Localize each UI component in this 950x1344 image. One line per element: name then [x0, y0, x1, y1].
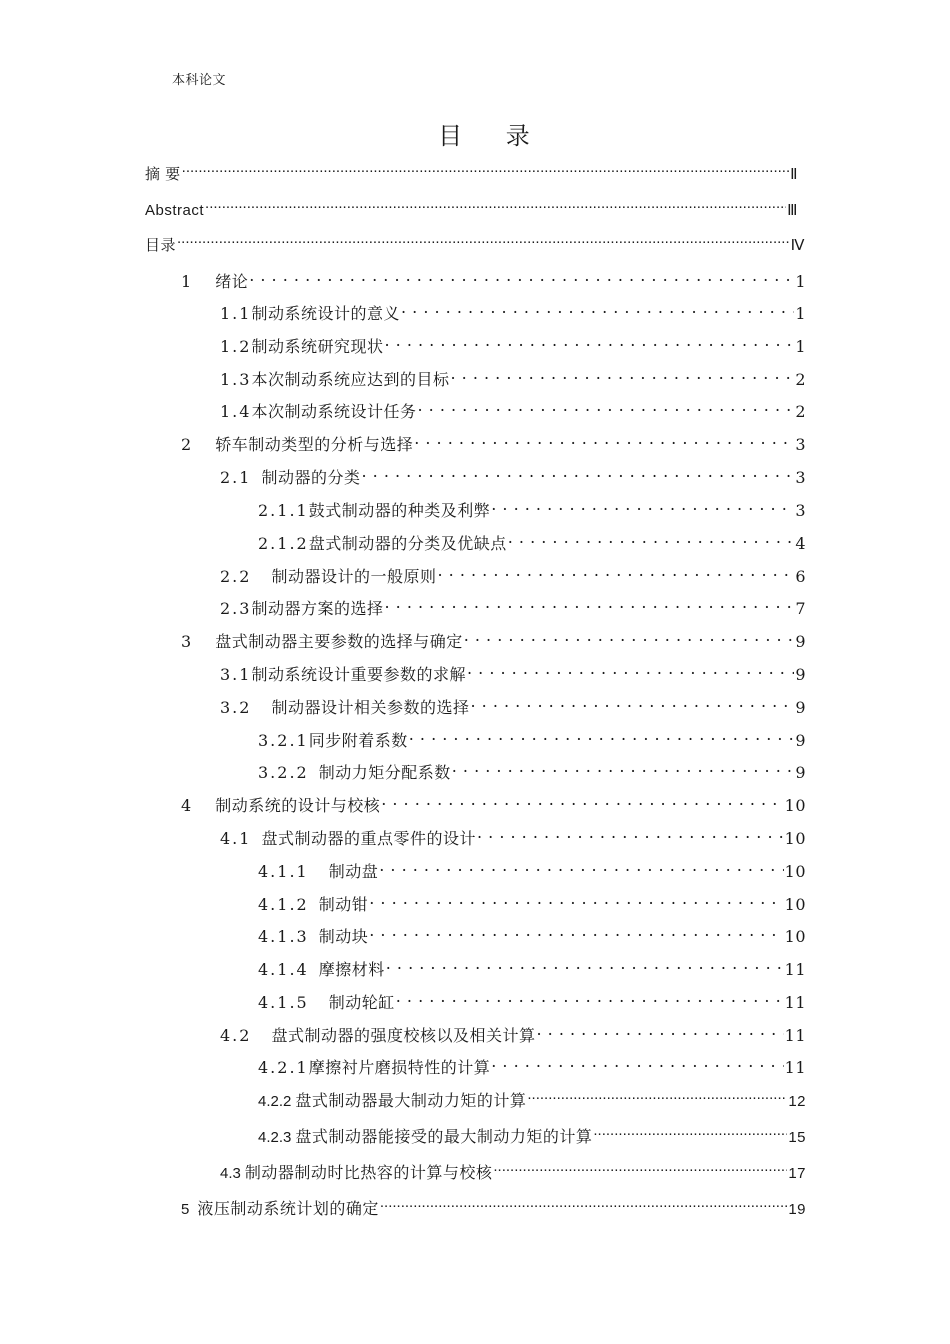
dot-leader: [491, 494, 794, 516]
toc-entry-1-4[interactable]: [220, 395, 806, 421]
toc-entry-title: 制动钳: [318, 895, 369, 914]
dot-leader: [470, 691, 794, 713]
toc-entry-number: 4.1.3: [258, 927, 309, 946]
toc-entry-3-2[interactable]: [220, 691, 806, 717]
toc-entry-page: 11: [784, 993, 806, 1012]
toc-entry-number: 4: [181, 796, 194, 815]
toc-entry-page: Ⅲ: [787, 202, 798, 219]
dot-leader: [205, 193, 786, 215]
toc-entry-title: 盘式制动器的重点零件的设计: [261, 829, 476, 848]
toc-entry-title: 鼓式制动器的种类及利弊: [308, 501, 491, 520]
toc-entry-title: 盘式制动器能接受的最大制动力矩的计算: [295, 1127, 593, 1146]
dot-leader: [536, 1019, 783, 1041]
toc-entry-page: 6: [795, 567, 806, 586]
toc-entry-title: 制动系统的设计与校核: [215, 796, 381, 815]
toc-entry-number: 3.2.1: [258, 731, 309, 750]
toc-entry-4-3[interactable]: [220, 1156, 806, 1182]
toc-entry-number: 1.1: [220, 304, 252, 323]
toc-entry-number: 4.2: [220, 1026, 252, 1045]
toc-entry-page: Ⅱ: [790, 166, 798, 183]
toc-entry-title: 制动系统研究现状: [251, 337, 384, 356]
toc-entry-4-2-2[interactable]: [258, 1084, 806, 1110]
toc-entry-page: 7: [795, 599, 806, 618]
dot-leader: [409, 724, 795, 746]
toc-entry-page: 2: [795, 370, 806, 389]
toc-entry-contents[interactable]: [145, 228, 805, 254]
toc-entry-2-1[interactable]: [220, 461, 806, 487]
toc-entry-title: 制动器的分类: [261, 468, 361, 487]
toc-entry-page: 9: [795, 632, 806, 651]
toc-entry-abstract-en[interactable]: [145, 193, 798, 219]
toc-entry-title: 同步附着系数: [308, 731, 408, 750]
dot-leader: [380, 1192, 787, 1214]
dot-leader: [396, 986, 784, 1008]
toc-entry-page: 1: [795, 272, 806, 291]
toc-entry-4-2-3[interactable]: [258, 1120, 806, 1146]
toc-entry-title: 本次制动系统设计任务: [251, 402, 417, 421]
toc-entry-page: 11: [784, 960, 806, 979]
toc-entry-3-1[interactable]: [220, 658, 806, 684]
toc-entry-page: Ⅳ: [790, 237, 805, 254]
dot-leader: [379, 855, 783, 877]
toc-entry-page: 11: [784, 1058, 806, 1077]
toc-entry-title: 制动器制动时比热容的计算与校核: [244, 1163, 493, 1182]
toc-entry-2-1-1[interactable]: [258, 494, 806, 520]
toc-entry-1-1[interactable]: [220, 297, 806, 323]
toc-entry-page: 3: [795, 468, 806, 487]
toc-entry-2-3[interactable]: [220, 592, 806, 618]
toc-entry-4-1-4[interactable]: [258, 953, 806, 979]
toc-entry-title: 制动力矩分配系数: [318, 763, 451, 782]
toc-entry-title: 绪论: [215, 272, 249, 291]
toc-entry-number: 4.1: [220, 829, 252, 848]
toc-entry-4-2-1[interactable]: [258, 1051, 806, 1077]
toc-entry-number: 1.2: [220, 337, 252, 356]
toc-entry-title: 制动系统设计的意义: [251, 304, 400, 323]
toc-entry-title: 液压制动系统计划的确定: [197, 1199, 379, 1218]
dot-leader: [384, 330, 794, 352]
toc-entry-chapter-3[interactable]: [181, 625, 806, 651]
toc-entry-title: 轿车制动类型的分析与选择: [215, 435, 414, 454]
dot-leader: [369, 920, 783, 942]
toc-title: 目 录: [438, 122, 548, 150]
dot-leader: [386, 953, 784, 975]
toc-entry-chapter-1[interactable]: [181, 265, 806, 291]
dot-leader: [361, 461, 794, 483]
toc-entry-title: 制动系统设计重要参数的求解: [251, 665, 466, 684]
toc-entry-page: 4: [795, 534, 806, 553]
dot-leader: [249, 265, 794, 287]
toc-entry-title: Abstract: [145, 202, 205, 219]
toc-entry-4-2[interactable]: [220, 1019, 806, 1045]
toc-entry-page: 1: [795, 304, 806, 323]
dot-leader: [369, 888, 783, 910]
toc-entry-2-2[interactable]: [220, 560, 806, 586]
toc-entry-title: 盘式制动器最大制动力矩的计算: [295, 1091, 527, 1110]
toc-entry-page: 9: [795, 698, 806, 717]
dot-leader: [593, 1120, 787, 1142]
toc-entry-number: 4.3: [220, 1165, 241, 1182]
toc-entry-page: 9: [795, 665, 806, 684]
toc-entry-number: 1.3: [220, 370, 252, 389]
toc-entry-title: 本次制动系统应达到的目标: [251, 370, 450, 389]
toc-entry-title: 盘式制动器的强度校核以及相关计算: [271, 1026, 536, 1045]
toc-entry-4-1-2[interactable]: [258, 888, 806, 914]
toc-entry-4-1[interactable]: [220, 822, 806, 848]
toc-entry-page: 10: [784, 862, 806, 881]
toc-entry-number: 1.4: [220, 402, 252, 421]
toc-entry-title: 制动块: [318, 927, 369, 946]
toc-entry-page: 3: [795, 435, 806, 454]
toc-entry-number: 3.2: [220, 698, 252, 717]
toc-entry-number: 2.1: [220, 468, 252, 487]
toc-entry-title: 制动轮缸: [328, 993, 395, 1012]
toc-entry-page: 10: [784, 895, 806, 914]
toc-entry-3-2-1[interactable]: [258, 724, 806, 750]
dot-leader: [401, 297, 794, 319]
toc-entry-abstract-cn[interactable]: [145, 157, 798, 183]
dot-leader: [493, 1156, 787, 1178]
toc-entry-title: 摩擦材料: [318, 960, 385, 979]
toc-entry-number: 2.2: [220, 567, 252, 586]
dot-leader: [452, 756, 795, 778]
toc-entry-chapter-5[interactable]: [181, 1192, 806, 1218]
toc-entry-number: 2.1.1: [258, 501, 309, 520]
toc-entry-title: 摘 要: [145, 166, 181, 183]
toc-entry-3-2-2[interactable]: [258, 756, 806, 782]
dot-leader: [437, 560, 794, 582]
toc-entry-number: 1: [181, 272, 194, 291]
toc-entry-number: 3.2.2: [258, 763, 309, 782]
toc-entry-number: 4.1.5: [258, 993, 309, 1012]
toc-entry-title: 制动器设计相关参数的选择: [271, 698, 470, 717]
dot-leader: [508, 527, 795, 549]
toc-entry-page: 10: [784, 927, 806, 946]
toc-entry-number: 4.1.2: [258, 895, 309, 914]
toc-entry-number: 3: [181, 632, 194, 651]
toc-entry-2-1-2[interactable]: [258, 527, 806, 553]
toc-entry-chapter-4[interactable]: [181, 789, 806, 815]
toc-entry-page: 10: [784, 796, 806, 815]
toc-entry-number: 3.1: [220, 665, 252, 684]
dot-leader: [414, 428, 794, 450]
toc-entry-number: 4.2.2: [258, 1093, 292, 1110]
dot-leader: [384, 592, 794, 614]
toc-entry-page: 2: [795, 402, 806, 421]
toc-entry-page: 15: [788, 1129, 806, 1146]
dot-leader: [467, 658, 794, 680]
toc-entry-page: 12: [788, 1093, 806, 1110]
toc-entry-number: 4.2.1: [258, 1058, 309, 1077]
toc-entry-number: 2.1.2: [258, 534, 309, 553]
toc-entry-page: 11: [784, 1026, 806, 1045]
toc-entry-title: 摩擦衬片磨损特性的计算: [308, 1058, 491, 1077]
toc-entry-title: 制动器设计的一般原则: [271, 567, 437, 586]
toc-entry-number: 4.1.1: [258, 862, 309, 881]
toc-entry-title: 目录: [145, 237, 177, 254]
dot-leader: [417, 395, 794, 417]
toc-entry-number: 4.1.4: [258, 960, 309, 979]
toc-entry-page: 17: [788, 1165, 806, 1182]
toc-entry-chapter-2[interactable]: [181, 428, 806, 454]
dot-leader: [450, 363, 794, 385]
toc-entry-title: 制动器方案的选择: [251, 599, 384, 618]
toc-entry-page: 19: [788, 1201, 806, 1218]
toc-entry-number: 5: [181, 1201, 190, 1218]
toc-entry-page: 9: [795, 731, 806, 750]
toc-entry-number: 4.2.3: [258, 1129, 292, 1146]
toc-entry-number: 2.3: [220, 599, 252, 618]
dot-leader: [477, 822, 784, 844]
toc-entry-number: 2: [181, 435, 194, 454]
toc-entry-title: 盘式制动器主要参数的选择与确定: [215, 632, 463, 651]
dot-leader: [182, 157, 789, 179]
toc-entry-4-1-1[interactable]: [258, 855, 806, 881]
dot-leader: [177, 228, 790, 250]
dot-leader: [381, 789, 783, 811]
dot-leader: [464, 625, 795, 647]
dot-leader: [491, 1051, 783, 1073]
toc-entry-page: 9: [795, 763, 806, 782]
toc-entry-title: 制动盘: [328, 862, 379, 881]
toc-entry-page: 1: [795, 337, 806, 356]
toc-entry-4-1-5[interactable]: [258, 986, 806, 1012]
toc-entry-1-2[interactable]: [220, 330, 806, 356]
toc-entry-page: 10: [784, 829, 806, 848]
toc-entry-page: 3: [795, 501, 806, 520]
dot-leader: [527, 1084, 787, 1106]
page-header: 本科论文: [172, 73, 227, 88]
toc-entry-4-1-3[interactable]: [258, 920, 806, 946]
toc-entry-title: 盘式制动器的分类及优缺点: [308, 534, 507, 553]
toc-entry-1-3[interactable]: [220, 363, 806, 389]
